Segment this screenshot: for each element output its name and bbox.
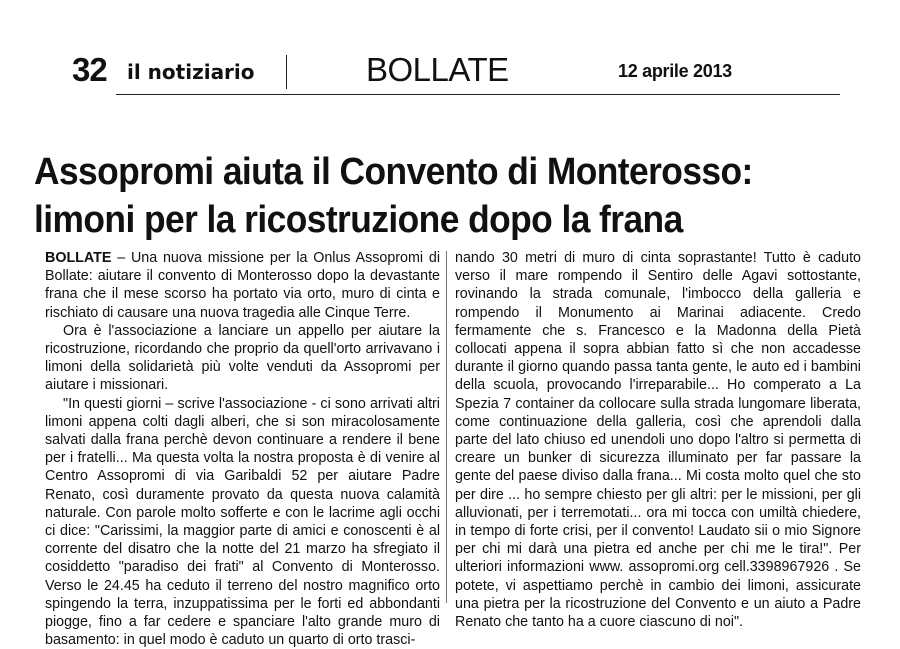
article-paragraph-1 bbox=[45, 249, 440, 322]
article-paragraph-4: nando 30 metri di muro di cinta soprastante! Tutto è caduto verso il mare rompendo il Sentiro delle Agavi sottostante, rovinando la strada comunale, l'imbocco della galleria e rompendo il Monumento ai Marinai adiacente. Credo fermamente che s. Francesco e la Madonna della Pietà collocati appena il sopra abbian fatto sì che non accadesse durante il giorno quando passa tanta gente, le auto ed i bambini della scuola, provocando l'irreparabile... Ho comperato a La Spezia 7 container da collocare sulla strada lungomare liberata, come continuazione della galleria, così che aprendoli dalla parte del lato chiuso ed unendoli uno dopo l'altro si permetta di creare un bunker di sicurezza illuminato per far passare la gente del paese diviso dalla frana... Mi costa molto quel che sto per dire ... ho sempre chiesto per gli altri: per le missioni, per gli alluvionati, per i terremotati... ora mi tocca con umiltà chiedere, in tempo di forte crisi, per il convento! Laudato sii o mio Signore per chi mi darà una pietra ed anche per chi me le tira!". Per ulteriori informazioni www. assopromi.org cell.3398967926 . Se potete, vi aspettiamo perchè in cambio dei limoni, assicurate una pietra per la ricostruzione del Convento e un aiuto a Padre Renato che tanto ha a cuore ciascuno di noi". bbox=[455, 250, 861, 631]
headline bbox=[34, 148, 864, 244]
masthead-rule bbox=[116, 94, 840, 95]
headline-line-2: limoni per la ricostruzione dopo la frana bbox=[34, 199, 683, 241]
masthead bbox=[58, 46, 788, 96]
headline-line-1: Assopromi aiuta il Convento di Monterosso: bbox=[34, 151, 753, 193]
article-column-left bbox=[45, 249, 440, 649]
article-paragraph-3: "In questi giorni – scrive l'associazione - ci sono arrivati altri limoni appena colti dagli alberi, che si son miracolosamente salvati dalla frana perchè devon continuare a rendere il bene per i fratelli... Ma questa volta la nostra proposta è di venire al Centro Assopromi di via Garibaldi 52 per aiutare Padre Renato, così duramente provato da questa nuova calamità naturale. Con parole molto sofferte e con le lacrime agli occhi ci dice: "Carissimi, la maggior parte di amici e conoscenti è al corrente del disatro che la notte del 21 marzo ha sfregiato il cosiddetto "paradiso dei frati" al Convento di Monterosso. Verso le 24.45 ha ceduto il terreno del nostro magnifico orto spingendo la terra, inzuppatissima per le forti ed abbondanti piogge, fino a far cedere e spanciare l'alto grande muro di basamento: in quel modo è caduto un quarto di orto trasci- bbox=[45, 395, 440, 649]
article-column-right bbox=[455, 249, 861, 631]
publication-date: 12 aprile 2013 bbox=[618, 61, 732, 81]
section-title: BOLLATE bbox=[366, 51, 509, 88]
masthead-divider bbox=[286, 55, 287, 89]
newspaper-name: il notiziario bbox=[127, 60, 255, 84]
page-number: 32 bbox=[72, 51, 107, 88]
article-paragraph-2: Ora è l'associazione a lanciare un appello per aiutare la ricostruzione, ricordando che proprio da quell'orto arrivavano i limoni della solidarietà più volte venduti da Assopromi per aiutare i missionari. bbox=[45, 322, 440, 394]
column-divider bbox=[446, 251, 447, 603]
article-kicker: BOLLATE bbox=[45, 250, 112, 266]
article-paragraph-1-text: – Una nuova missione per la Onlus Assopromi di Bollate: aiutare il convento di Monterosso dopo la devastante frana che il mese scorso ha portato via orto, muro di cinta e rischiato di causare una nuova tragedia alle Cinque Terre. bbox=[45, 250, 440, 321]
